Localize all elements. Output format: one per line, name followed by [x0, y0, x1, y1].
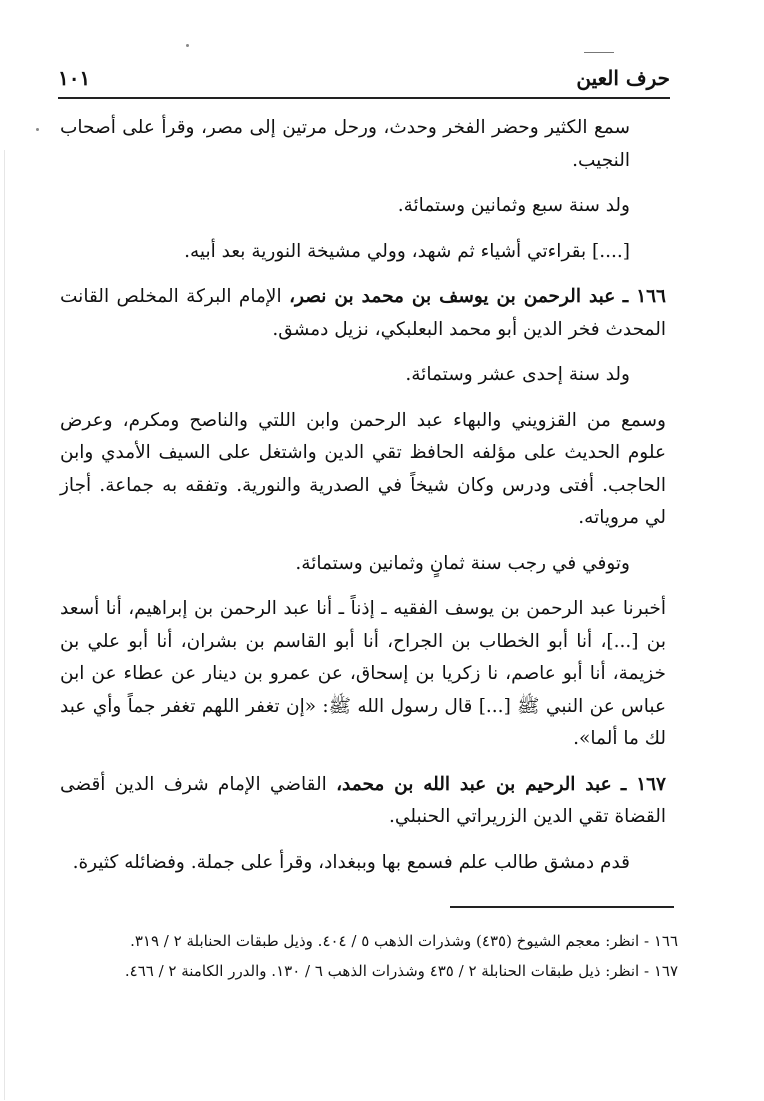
scan-speck: [36, 128, 39, 131]
paragraph: سمع الكثير وحضر الفخر وحدث، ورحل مرتين إلى مصر، وقرأ على أصحاب النجيب.: [60, 117, 630, 171]
page-number: ١٠١: [58, 66, 91, 90]
footnote: ١٦٧ - انظر: ذيل طبقات الحنابلة ٢ / ٤٣٥ وشذرات الذهب ٦ / ١٣٠. والدرر الكامنة ٢ / ٤٦٦.: [124, 962, 678, 980]
entry-description: الإمام البركة المخلص القانت المحدث فخر الدين أبو محمد البعلبكي، نزيل دمشق.: [60, 286, 666, 340]
entry-description: القاضي الإمام شرف الدين أقضى القضاة تقي الدين الزريراتي الحنبلي.: [60, 773, 666, 827]
header-ornament-rule: [584, 52, 614, 53]
entry-heading-166: [60, 281, 666, 346]
footnote: ١٦٦ - انظر: معجم الشيوخ (٤٣٥) وشذرات الذهب ٥ / ٤٠٤. وذيل طبقات الحنابلة ٢ / ٣١٩.: [130, 932, 678, 950]
paragraph: [....] بقراءتي أشياء ثم شهد، وولي مشيخة النورية بعد أبيه.: [184, 240, 630, 262]
header-rule: [58, 97, 670, 99]
entry-name: عبد الرحيم بن عبد الله بن محمد،: [336, 773, 612, 795]
entry-number: ١٦٧ ـ: [620, 773, 666, 795]
paragraph: ولد سنة سبع وثمانين وستمائة.: [397, 195, 630, 216]
paragraph: ولد سنة إحدى عشر وستمائة.: [405, 364, 630, 385]
scan-edge-line: [4, 150, 5, 1100]
footnotes: [72, 928, 678, 988]
paragraph: وتوفي في رجب سنة ثمانٍ وثمانين وستمائة.: [295, 552, 630, 574]
running-title: حرف العين: [576, 66, 670, 90]
paragraph: وسمع من القزويني والبهاء عبد الرحمن وابن اللتي والناصح ومكرم، وعرض علوم الحديث على مؤلفه الحافظ تقي الدين واشتغل على السيف الأمدي وابن الحاجب. أفتى ودرس وكان شيخاً في الصدرية والنورية. وتفقه به جماعة. أجاز لي مروياته.: [60, 409, 666, 528]
footnote-rule: [450, 906, 674, 908]
main-text: [60, 112, 666, 879]
entry-heading-167: [60, 769, 666, 834]
paragraph: قدم دمشق طالب علم فسمع بها وببغداد، وقرأ على جملة. وفضائله كثيرة.: [72, 851, 630, 873]
entry-number: ١٦٦ ـ: [622, 286, 666, 307]
scan-speck: [186, 44, 189, 47]
entry-name: عبد الرحمن بن يوسف بن محمد بن نصر،: [289, 286, 616, 307]
page-header: [58, 62, 670, 96]
paragraph: أخبرنا عبد الرحمن بن يوسف الفقيه ـ إذناً ـ أنا عبد الرحمن بن إبراهيم، أنا أسعد بن [...]، أنا أبو الخطاب بن الجراح، أنا أبو القاسم بن بشران، أنا أبو علي بن خزيمة، أنا أبو عاصم، نا زكريا بن إسحاق، عن عمرو بن دينار عن عطاء عن ابن عباس عن النبي ﷺ [...] قال رسول الله ﷺ: «إن تغفر اللهم تغفر جماً وأي عبد لك ما ألما».: [60, 598, 666, 749]
